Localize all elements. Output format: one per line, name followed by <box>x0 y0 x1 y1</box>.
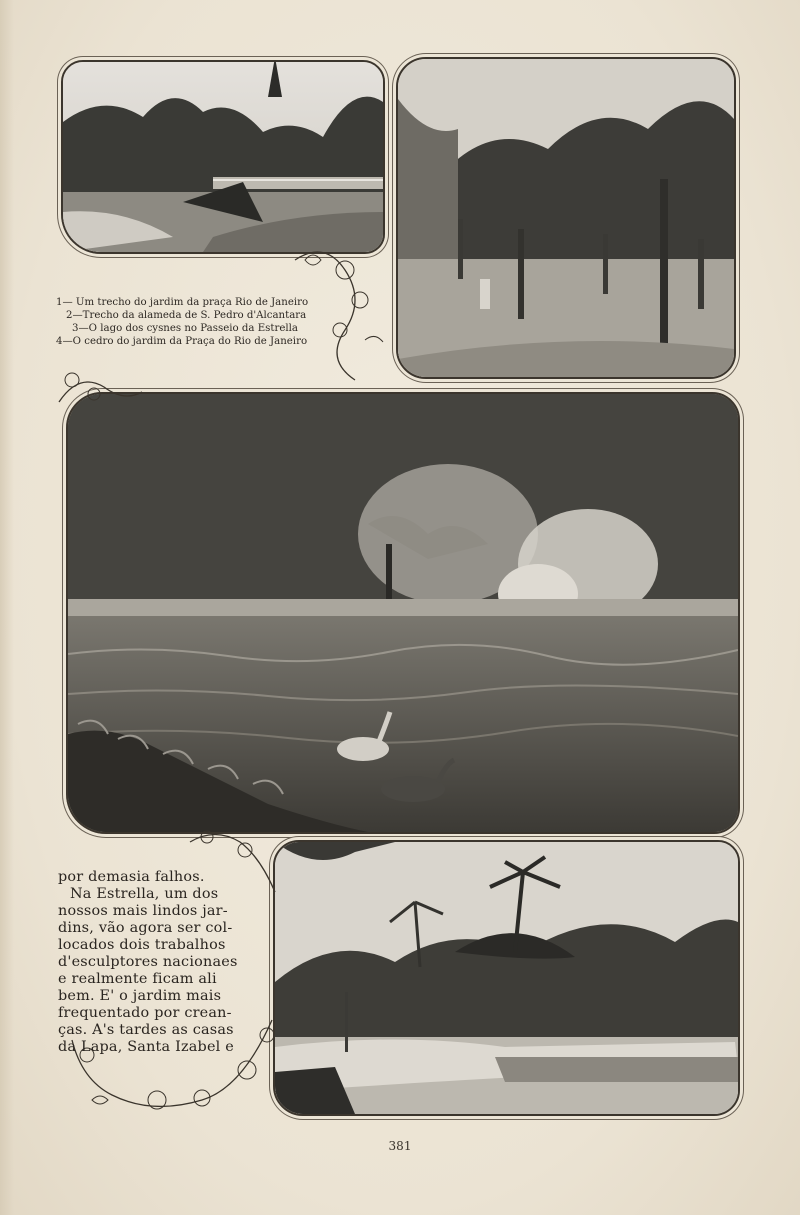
body-line: locados dois trabalhos <box>58 937 226 953</box>
caption-4: 4—O cedro do jardim da Praça do Rio de Janeiro <box>56 336 308 347</box>
caption-1: 1— Um trecho do jardim da praça Rio de Janeiro <box>56 297 309 308</box>
body-line: por demasia falhos. <box>58 869 205 885</box>
floral-ornament-left-middle <box>54 362 144 422</box>
caption-3: 3—O lago dos cysnes no Passeio da Estrella <box>72 323 298 334</box>
photo-alameda-sao-pedro-alcantara <box>396 57 736 379</box>
body-line: frequentado por crean- <box>58 1005 232 1021</box>
page-spine-shadow <box>0 0 14 1215</box>
caption-2: 2—Trecho da alameda de S. Pedro d'Alcantara <box>66 310 307 321</box>
page-number: 381 <box>388 1139 412 1153</box>
body-line: ças. A's tardes as casas <box>58 1022 234 1038</box>
body-line: nossos mais lindos jar- <box>58 903 228 919</box>
photo-cedar-praca-rio-de-janeiro <box>273 840 740 1116</box>
body-line: dins, vão agora ser col- <box>58 920 233 936</box>
article-body-text <box>58 869 238 1056</box>
body-line: bem. E' o jardim mais <box>58 988 222 1004</box>
body-line: Na Estrella, um dos <box>70 886 219 902</box>
body-line: e realmente ficam ali <box>58 971 217 987</box>
photo-swan-lake-estrella <box>66 392 740 834</box>
body-line: da Lapa, Santa Izabel e <box>58 1039 234 1055</box>
photo-captions <box>56 296 328 348</box>
photo-garden-praca-rio-de-janeiro <box>61 60 385 254</box>
body-line: d'esculptores nacionaes <box>58 954 238 970</box>
